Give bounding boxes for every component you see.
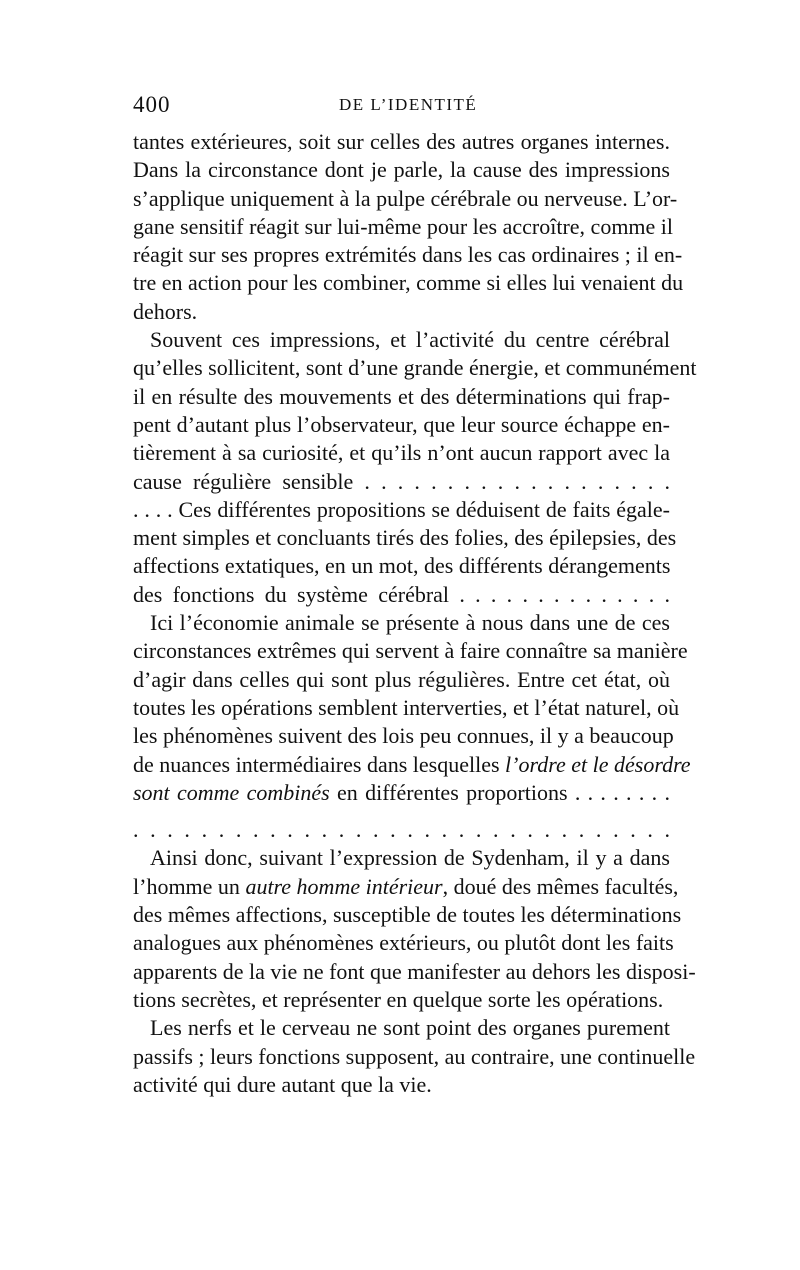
italic-phrase: sont comme combinés bbox=[133, 779, 330, 805]
text-line: des fonctions du système cérébral . . . . . . . . . . . . . . bbox=[133, 581, 670, 607]
text-line: affections extatiques, en un mot, des différents dérangements bbox=[133, 553, 671, 579]
text-span: l’homme un bbox=[133, 873, 246, 899]
text-line bbox=[133, 779, 670, 807]
text-line: d’agir dans celles qui sont plus régulières. Entre cet état, où bbox=[133, 666, 670, 692]
text-line: les phénomènes suivent des lois peu connues, il y a beaucoup bbox=[133, 723, 674, 749]
text-line: passifs ; leurs fonctions supposent, au contraire, une continuelle bbox=[133, 1043, 696, 1069]
body-text bbox=[133, 128, 697, 1099]
text-line: ment simples et concluants tirés des folies, des épilepsies, des bbox=[133, 525, 677, 551]
text-line: tièrement à sa curiosité, et qu’ils n’ont aucun rapport avec la bbox=[133, 440, 670, 466]
text-line: toutes les opérations semblent interverties, et l’état naturel, où bbox=[133, 694, 680, 720]
text-line: . . . . Ces différentes propositions se déduisent de faits égale- bbox=[133, 496, 670, 522]
italic-phrase: autre homme intérieur bbox=[245, 873, 443, 899]
text-line: s’applique uniquement à la pulpe cérébrale ou nerveuse. L’or- bbox=[133, 185, 678, 211]
text-line: gane sensitif réagit sur lui-même pour les accroître, comme il bbox=[133, 213, 674, 239]
running-head bbox=[133, 92, 670, 122]
text-line: Ainsi donc, suivant l’expression de Sydenham, il y a dans bbox=[150, 845, 670, 871]
text-line: il en résulte des mouvements et des déterminations qui frap- bbox=[133, 383, 670, 409]
text-line: analogues aux phénomènes extérieurs, ou plutôt dont les faits bbox=[133, 930, 674, 956]
text-line: Dans la circonstance dont je parle, la cause des impressions bbox=[133, 157, 670, 183]
dots-separator: . . . . . . . . . . . . . . . . . . . . . . . . . . . . . . . . bbox=[133, 817, 670, 843]
text-line: dehors. bbox=[133, 298, 198, 324]
text-line: apparents de la vie ne font que manifester au dehors les disposi- bbox=[133, 958, 696, 984]
text-line: Les nerfs et le cerveau ne sont point des organes purement bbox=[150, 1015, 670, 1041]
text-line: tions secrètes, et représenter en quelque sorte les opérations. bbox=[133, 986, 664, 1012]
text-span: , doué des mêmes facultés, bbox=[442, 873, 679, 899]
text-line: qu’elles sollicitent, sont d’une grande énergie, et communément bbox=[133, 355, 697, 381]
text-span: en différentes proportions . . . . . . . . bbox=[329, 779, 670, 805]
text-line: pent d’autant plus l’observateur, que leur source échappe en- bbox=[133, 411, 670, 437]
text-line: réagit sur ses propres extrémités dans les cas ordinaires ; il en- bbox=[133, 242, 683, 268]
text-line: activité qui dure autant que la vie. bbox=[133, 1071, 432, 1097]
text-line bbox=[133, 873, 679, 901]
text-line: des mêmes affections, susceptible de toutes les déterminations bbox=[133, 902, 682, 928]
page-number: 400 bbox=[133, 92, 171, 117]
text-line: circonstances extrêmes qui servent à faire connaître sa manière bbox=[133, 638, 688, 664]
text-span: de nuances intermédiaires dans lesquelles bbox=[133, 751, 506, 777]
text-line: tantes extérieures, soit sur celles des autres organes internes. bbox=[133, 129, 670, 154]
spacer bbox=[133, 807, 670, 816]
text-line: Souvent ces impressions, et l’activité du centre cérébral bbox=[150, 327, 670, 353]
text-line bbox=[133, 751, 691, 779]
text-line: cause régulière sensible . . . . . . . . . . . . . . . . . . . bbox=[133, 468, 670, 494]
italic-phrase: l’ordre et le désordre bbox=[505, 751, 691, 777]
running-title: DE L’IDENTITÉ bbox=[339, 95, 478, 114]
text-line: Ici l’économie animale se présente à nous dans une de ces bbox=[150, 610, 670, 636]
text-line: tre en action pour les combiner, comme si elles lui venaient du bbox=[133, 270, 684, 296]
